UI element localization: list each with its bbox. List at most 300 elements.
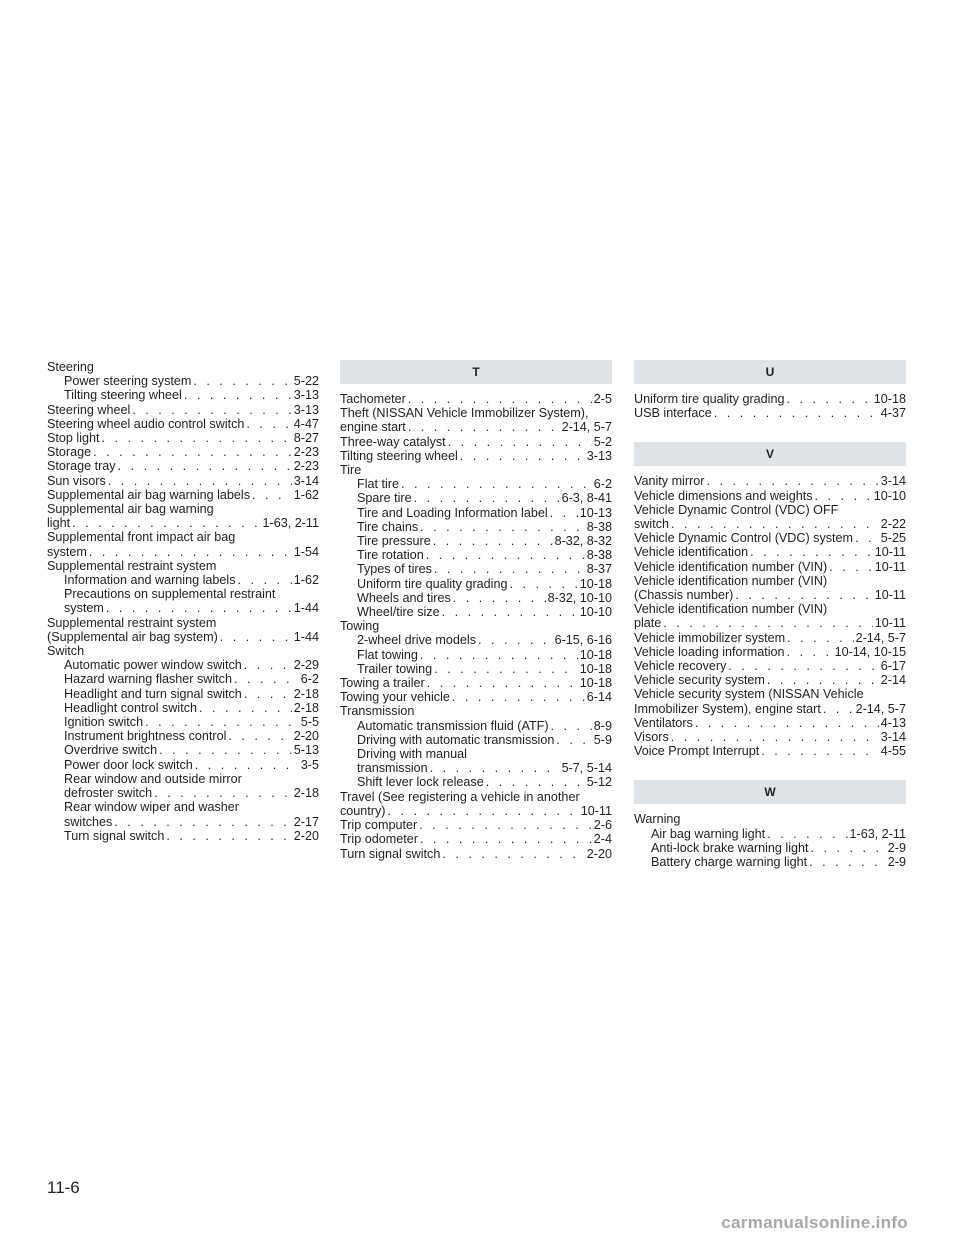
index-entry bbox=[634, 855, 906, 869]
index-entry-pages: 2-14 bbox=[880, 673, 906, 688]
index-entry bbox=[47, 417, 319, 431]
index-heading-line: Theft (NISSAN Vehicle Immobilizer System), bbox=[340, 406, 589, 421]
index-entry-pages: 10-18 bbox=[579, 661, 612, 676]
index-entry bbox=[340, 804, 612, 818]
dot-leader bbox=[811, 841, 886, 855]
index-entry-pages: 5-22 bbox=[293, 374, 319, 389]
index-entry bbox=[47, 488, 319, 502]
dot-leader bbox=[735, 588, 872, 602]
index-entry bbox=[340, 775, 612, 789]
index-entry-term: Headlight and turn signal switch bbox=[64, 686, 242, 701]
index-entry-pages: 2-9 bbox=[887, 840, 906, 855]
dot-leader bbox=[787, 392, 872, 406]
dot-leader bbox=[244, 658, 292, 672]
index-entry bbox=[47, 829, 319, 843]
index-entry bbox=[634, 827, 906, 841]
index-entry-pages: 8-32, 10-10 bbox=[547, 590, 612, 605]
index-entry-pages: 10-18 bbox=[579, 676, 612, 691]
dot-leader bbox=[510, 577, 578, 591]
index-entry bbox=[634, 545, 906, 559]
index-entry bbox=[634, 659, 906, 673]
index-entry-term: Turn signal switch bbox=[64, 828, 165, 843]
index-entry bbox=[340, 420, 612, 434]
index-entry-pages: 2-4 bbox=[593, 832, 612, 847]
index-entry-pages: 8-32, 8-32 bbox=[554, 534, 612, 549]
index-entry bbox=[634, 631, 906, 645]
index-entry bbox=[47, 743, 319, 757]
index-entry-term: 2-wheel drive models bbox=[357, 633, 476, 648]
dot-leader bbox=[408, 420, 560, 434]
dot-leader bbox=[246, 417, 291, 431]
dot-leader bbox=[199, 701, 292, 715]
index-entry-pages: 1-54 bbox=[293, 544, 319, 559]
index-entry-pages: 4-13 bbox=[880, 715, 906, 730]
index-entry-pages: 3-13 bbox=[586, 448, 612, 463]
index-entry-term: Steering wheel audio control switch bbox=[47, 416, 245, 431]
dot-leader bbox=[767, 827, 847, 841]
index-entry-pages: 2-18 bbox=[293, 700, 319, 715]
index-entry-term: Vanity mirror bbox=[634, 474, 705, 489]
index-entry bbox=[634, 489, 906, 503]
index-heading-line: Vehicle identification number (VIN) bbox=[634, 573, 828, 588]
index-heading-line: Rear window and outside mirror bbox=[64, 771, 242, 786]
index-entry-term: Ventilators bbox=[634, 715, 693, 730]
index-entry bbox=[340, 577, 612, 591]
dot-leader bbox=[787, 631, 853, 645]
dot-leader bbox=[102, 431, 292, 445]
dot-leader bbox=[159, 743, 292, 757]
index-entry bbox=[340, 605, 612, 619]
index-entry-term: Tire pressure bbox=[357, 534, 431, 549]
index-entry-term: Uniform tire quality grading bbox=[357, 576, 508, 591]
index-entry bbox=[634, 392, 906, 406]
index-entry-term: Voice Prompt Interrupt bbox=[634, 744, 760, 759]
dot-leader bbox=[767, 673, 879, 687]
dot-leader bbox=[89, 545, 292, 559]
index-entry bbox=[340, 548, 612, 562]
index-entry bbox=[47, 815, 319, 829]
index-entry bbox=[634, 716, 906, 730]
index-entry-term: Information and warning labels bbox=[64, 573, 236, 588]
index-heading-line: Supplemental restraint system bbox=[47, 558, 217, 573]
index-entry-term: Supplemental air bag warning labels bbox=[47, 487, 251, 502]
index-column-1 bbox=[47, 360, 319, 843]
index-entry bbox=[340, 506, 612, 520]
index-entry bbox=[47, 545, 319, 559]
index-entry-term: engine start bbox=[340, 420, 406, 435]
index-entry-pages: 2-18 bbox=[293, 686, 319, 701]
index-entry bbox=[340, 818, 612, 832]
index-heading-line: Vehicle security system (NISSAN Vehicle bbox=[634, 687, 864, 702]
index-entry-term: Automatic power window switch bbox=[64, 658, 242, 673]
index-entry bbox=[340, 520, 612, 534]
index-entry-term: Storage bbox=[47, 445, 92, 460]
dot-leader bbox=[434, 562, 585, 576]
index-entry-term: Vehicle loading information bbox=[634, 644, 785, 659]
index-entry-term: Power door lock switch bbox=[64, 757, 193, 772]
dot-leader bbox=[420, 520, 585, 534]
index-entry-term: defroster switch bbox=[64, 786, 153, 801]
index-entry-pages: 3-14 bbox=[293, 473, 319, 488]
dot-leader bbox=[695, 716, 879, 730]
dot-leader bbox=[401, 477, 592, 491]
index-entry bbox=[340, 676, 612, 690]
index-entry-pages: 6-2 bbox=[593, 477, 612, 492]
dot-leader bbox=[193, 374, 291, 388]
dot-leader bbox=[132, 403, 291, 417]
index-entry bbox=[47, 687, 319, 701]
index-entry-pages: 5-13 bbox=[293, 743, 319, 758]
index-entry bbox=[340, 435, 612, 449]
index-entry-term: transmission bbox=[357, 761, 428, 776]
index-entry bbox=[634, 744, 906, 758]
index-entry-term: Hazard warning flasher switch bbox=[64, 672, 232, 687]
dot-leader bbox=[750, 545, 873, 559]
index-entry bbox=[340, 633, 612, 647]
index-entry-pages: 8-9 bbox=[593, 718, 612, 733]
index-entry-pages: 6-14 bbox=[586, 690, 612, 705]
dot-leader bbox=[433, 534, 553, 548]
index-entry-term: Driving with automatic transmission bbox=[357, 732, 555, 747]
index-entry-pages: 5-5 bbox=[300, 715, 319, 730]
index-entry bbox=[634, 841, 906, 855]
dot-leader bbox=[556, 733, 591, 747]
dot-leader bbox=[663, 616, 872, 630]
index-entry-term: switch bbox=[634, 517, 669, 532]
index-entry bbox=[340, 719, 612, 733]
index-entry-term: Power steering system bbox=[64, 374, 192, 389]
index-entry bbox=[340, 477, 612, 491]
index-entry-pages: 3-13 bbox=[293, 388, 319, 403]
index-entry-term: Storage tray bbox=[47, 459, 116, 474]
index-entry-term: Tire chains bbox=[357, 519, 419, 534]
index-heading-line: Supplemental air bag warning bbox=[47, 502, 214, 517]
dot-leader bbox=[228, 729, 291, 743]
index-entry-term: country) bbox=[340, 803, 386, 818]
index-entry bbox=[340, 662, 612, 676]
index-heading-line: Precautions on supplemental restraint bbox=[64, 587, 276, 602]
index-heading-line: Switch bbox=[47, 644, 85, 659]
index-entry-term: Overdrive switch bbox=[64, 743, 158, 758]
dot-leader bbox=[714, 406, 879, 420]
index-entry-pages: 2-29 bbox=[293, 658, 319, 673]
dot-leader bbox=[420, 648, 578, 662]
index-entry-pages: 3-14 bbox=[880, 474, 906, 489]
index-entry bbox=[340, 449, 612, 463]
index-entry-term: (Chassis number) bbox=[634, 588, 734, 603]
index-entry-pages: 2-17 bbox=[293, 814, 319, 829]
index-entry-pages: 10-14, 10-15 bbox=[834, 644, 906, 659]
dot-leader bbox=[420, 832, 592, 846]
index-entry-pages: 5-7, 5-14 bbox=[561, 761, 612, 776]
section-header: U bbox=[634, 360, 906, 384]
index-entry-pages: 10-11 bbox=[874, 559, 906, 574]
index-entry-pages: 4-47 bbox=[293, 416, 319, 431]
index-entry-term: Shift lever lock release bbox=[357, 775, 484, 790]
index-entry-pages: 2-14, 5-7 bbox=[855, 701, 906, 716]
index-entry-pages: 3-5 bbox=[300, 757, 319, 772]
index-entry bbox=[340, 491, 612, 505]
index-entry-term: Vehicle immobilizer system bbox=[634, 630, 786, 645]
index-heading-line: Supplemental front impact air bag bbox=[47, 530, 236, 545]
index-entry-term: Flat towing bbox=[357, 647, 418, 662]
index-entry bbox=[340, 690, 612, 704]
index-entry-term: Vehicle recovery bbox=[634, 659, 727, 674]
index-entry-term: Flat tire bbox=[357, 477, 399, 492]
index-entry bbox=[634, 474, 906, 488]
index-entry-term: Headlight control switch bbox=[64, 700, 197, 715]
index-entry bbox=[634, 560, 906, 574]
index-heading-line: Warning bbox=[634, 812, 681, 827]
dot-leader bbox=[823, 702, 854, 716]
index-entry bbox=[634, 517, 906, 531]
dot-leader bbox=[114, 815, 291, 829]
section-gap bbox=[634, 758, 906, 780]
index-entry bbox=[47, 445, 319, 459]
dot-leader bbox=[93, 445, 292, 459]
dot-leader bbox=[154, 786, 292, 800]
index-entry-term: Air bag warning light bbox=[651, 826, 766, 841]
index-entry bbox=[47, 573, 319, 587]
dot-leader bbox=[252, 488, 292, 502]
index-entry-term: Wheels and tires bbox=[357, 590, 451, 605]
index-entry-term: Stop light bbox=[47, 431, 100, 446]
index-entry bbox=[340, 534, 612, 548]
index-entry bbox=[47, 388, 319, 402]
index-entry bbox=[47, 474, 319, 488]
index-entry-pages: 8-38 bbox=[586, 548, 612, 563]
index-entry-term: Types of tires bbox=[357, 562, 432, 577]
index-entry-pages: 2-20 bbox=[293, 828, 319, 843]
dot-leader bbox=[419, 818, 592, 832]
index-entry-pages: 5-9 bbox=[593, 732, 612, 747]
dot-leader bbox=[671, 517, 879, 531]
index-entry bbox=[47, 786, 319, 800]
index-entry-pages: 5-2 bbox=[593, 434, 612, 449]
index-entry-pages: 3-13 bbox=[293, 402, 319, 417]
index-entry-term: plate bbox=[634, 616, 662, 631]
index-entry-pages: 8-37 bbox=[586, 562, 612, 577]
index-entry-pages: 2-22 bbox=[880, 517, 906, 532]
dot-leader bbox=[478, 633, 553, 647]
index-entry-pages: 6-15, 6-16 bbox=[554, 633, 612, 648]
index-entry-term: Steering wheel bbox=[47, 402, 131, 417]
index-entry bbox=[340, 562, 612, 576]
index-entry-pages: 10-11 bbox=[874, 616, 906, 631]
index-entry-pages: 10-18 bbox=[579, 647, 612, 662]
index-entry-term: Turn signal switch bbox=[340, 846, 441, 861]
index-entry bbox=[47, 630, 319, 644]
index-entry-term: Sun visors bbox=[47, 473, 106, 488]
index-entry-term: Tachometer bbox=[340, 392, 406, 406]
index-entry-pages: 1-63, 2-11 bbox=[849, 826, 906, 841]
watermark-text: carmanualsonline.info bbox=[721, 1213, 908, 1232]
index-entry-term: switches bbox=[64, 814, 113, 829]
dot-leader bbox=[106, 601, 292, 615]
index-entry-pages: 10-18 bbox=[579, 576, 612, 591]
index-entry-pages: 1-63, 2-11 bbox=[262, 516, 319, 531]
index-entry-pages: 2-20 bbox=[586, 846, 612, 861]
index-entry-pages: 10-11 bbox=[580, 803, 612, 818]
index-entry bbox=[47, 658, 319, 672]
index-entry-term: Immobilizer System), engine start bbox=[634, 701, 821, 716]
dot-leader bbox=[442, 847, 584, 861]
index-entry-term: Anti-lock brake warning light bbox=[651, 840, 809, 855]
index-heading-line: Towing bbox=[340, 619, 380, 634]
section-header: T bbox=[340, 360, 612, 384]
index-entry-term: Tilting steering wheel bbox=[340, 448, 458, 463]
dot-leader bbox=[829, 560, 873, 574]
index-entry-term: Towing your vehicle bbox=[340, 690, 450, 705]
index-entry-term: Vehicle identification bbox=[634, 545, 749, 560]
dot-leader bbox=[815, 489, 872, 503]
index-entry-term: Spare tire bbox=[357, 491, 412, 506]
index-entry bbox=[340, 832, 612, 846]
index-entry bbox=[340, 733, 612, 747]
dot-leader bbox=[220, 630, 292, 644]
index-entry-pages: 5-12 bbox=[586, 775, 612, 790]
index-entry bbox=[340, 761, 612, 775]
index-entry-pages: 10-10 bbox=[873, 488, 906, 503]
index-entry-term: Tilting steering wheel bbox=[64, 388, 182, 403]
index-entry bbox=[47, 459, 319, 473]
section-gap bbox=[634, 420, 906, 442]
index-entry-term: Vehicle security system bbox=[634, 673, 765, 688]
index-entry bbox=[634, 406, 906, 420]
index-entry bbox=[340, 591, 612, 605]
index-entry-term: Ignition switch bbox=[64, 715, 144, 730]
section-header: W bbox=[634, 780, 906, 804]
index-entry bbox=[340, 648, 612, 662]
dot-leader bbox=[787, 645, 833, 659]
index-entry bbox=[340, 392, 612, 406]
dot-leader bbox=[414, 491, 560, 505]
index-entry-term: system bbox=[64, 601, 104, 616]
dot-leader bbox=[166, 829, 291, 843]
index-entry-pages: 6-2 bbox=[300, 672, 319, 687]
index-entry-pages: 10-10 bbox=[579, 605, 612, 620]
index-heading-line: Vehicle identification number (VIN) bbox=[634, 602, 828, 617]
dot-leader bbox=[195, 758, 299, 772]
index-entry-pages: 2-20 bbox=[293, 729, 319, 744]
index-entry-pages: 1-62 bbox=[293, 487, 319, 502]
index-entry-pages: 6-17 bbox=[880, 659, 906, 674]
index-entry-term: USB interface bbox=[634, 406, 712, 421]
index-entry-pages: 4-37 bbox=[880, 406, 906, 421]
index-entry bbox=[47, 431, 319, 445]
dot-leader bbox=[486, 775, 585, 789]
index-entry bbox=[47, 403, 319, 417]
index-heading-line: Supplemental restraint system bbox=[47, 615, 217, 630]
index-entry-pages: 2-23 bbox=[293, 445, 319, 460]
index-entry bbox=[634, 673, 906, 687]
index-entry-term: Trip odometer bbox=[340, 832, 418, 847]
index-entry-pages: 3-14 bbox=[880, 730, 906, 745]
index-column-2 bbox=[340, 360, 612, 861]
dot-leader bbox=[108, 474, 292, 488]
dot-leader bbox=[460, 449, 585, 463]
dot-leader bbox=[761, 744, 878, 758]
index-entry bbox=[634, 616, 906, 630]
dot-leader bbox=[388, 804, 579, 818]
index-entry bbox=[634, 702, 906, 716]
index-entry-pages: 8-27 bbox=[293, 431, 319, 446]
index-entry-pages: 1-62 bbox=[293, 573, 319, 588]
index-entry bbox=[47, 601, 319, 615]
index-entry-term: Tire and Loading Information label bbox=[357, 505, 548, 520]
page-number: 11-6 bbox=[47, 1178, 80, 1197]
index-entry-term: Visors bbox=[634, 730, 669, 745]
index-entry bbox=[47, 758, 319, 772]
index-entry-term: Wheel/tire size bbox=[357, 605, 440, 620]
index-entry-term: Vehicle Dynamic Control (VDC) system bbox=[634, 531, 854, 546]
index-entry-pages: 10-11 bbox=[874, 588, 906, 603]
index-entry bbox=[47, 715, 319, 729]
dot-leader bbox=[427, 676, 578, 690]
index-entry bbox=[47, 516, 319, 530]
index-entry bbox=[634, 531, 906, 545]
index-entry-pages: 2-18 bbox=[293, 786, 319, 801]
dot-leader bbox=[145, 715, 299, 729]
index-entry-pages: 1-44 bbox=[293, 629, 319, 644]
dot-leader bbox=[72, 516, 260, 530]
index-entry-term: light bbox=[47, 516, 71, 531]
dot-leader bbox=[728, 659, 878, 673]
dot-leader bbox=[809, 855, 886, 869]
index-entry-pages: 6-3, 8-41 bbox=[561, 491, 612, 506]
index-entry bbox=[634, 645, 906, 659]
index-entry-term: Automatic transmission fluid (ATF) bbox=[357, 718, 549, 733]
dot-leader bbox=[408, 392, 592, 406]
index-entry-pages: 2-9 bbox=[887, 855, 906, 870]
dot-leader bbox=[706, 474, 878, 488]
dot-leader bbox=[244, 687, 292, 701]
index-entry bbox=[47, 374, 319, 388]
index-entry bbox=[47, 701, 319, 715]
dot-leader bbox=[551, 719, 592, 733]
index-entry-term: Vehicle dimensions and weights bbox=[634, 488, 813, 503]
dot-leader bbox=[442, 605, 578, 619]
index-entry-pages: 10-18 bbox=[873, 392, 906, 406]
index-entry-pages: 10-11 bbox=[874, 545, 906, 560]
index-entry bbox=[634, 588, 906, 602]
index-entry-pages: 2-14, 5-7 bbox=[561, 420, 612, 435]
index-entry-pages: 5-25 bbox=[880, 531, 906, 546]
index-entry-pages: 8-38 bbox=[586, 519, 612, 534]
index-heading-line: Rear window wiper and washer bbox=[64, 800, 239, 815]
index-column-3 bbox=[634, 360, 906, 869]
index-heading-line: Steering bbox=[47, 360, 94, 374]
dot-leader bbox=[452, 690, 585, 704]
dot-leader bbox=[453, 591, 546, 605]
dot-leader bbox=[550, 506, 578, 520]
index-heading-line: Driving with manual bbox=[357, 747, 467, 762]
index-entry-pages: 2-23 bbox=[293, 459, 319, 474]
index-entry bbox=[340, 847, 612, 861]
index-entry bbox=[47, 672, 319, 686]
index-heading-line: Tire bbox=[340, 463, 362, 478]
index-entry-term: Uniform tire quality grading bbox=[634, 392, 785, 406]
index-entry-term: Trip computer bbox=[340, 818, 418, 833]
index-entry-pages: 4-55 bbox=[880, 744, 906, 759]
dot-leader bbox=[671, 730, 879, 744]
section-header: V bbox=[634, 442, 906, 466]
index-heading-line: Travel (See registering a vehicle in another bbox=[340, 789, 580, 804]
index-entry-term: Instrument brightness control bbox=[64, 729, 227, 744]
index-entry-pages: 2-14, 5-7 bbox=[855, 630, 906, 645]
index-entry bbox=[634, 730, 906, 744]
index-entry-term: Vehicle identification number (VIN) bbox=[634, 559, 828, 574]
